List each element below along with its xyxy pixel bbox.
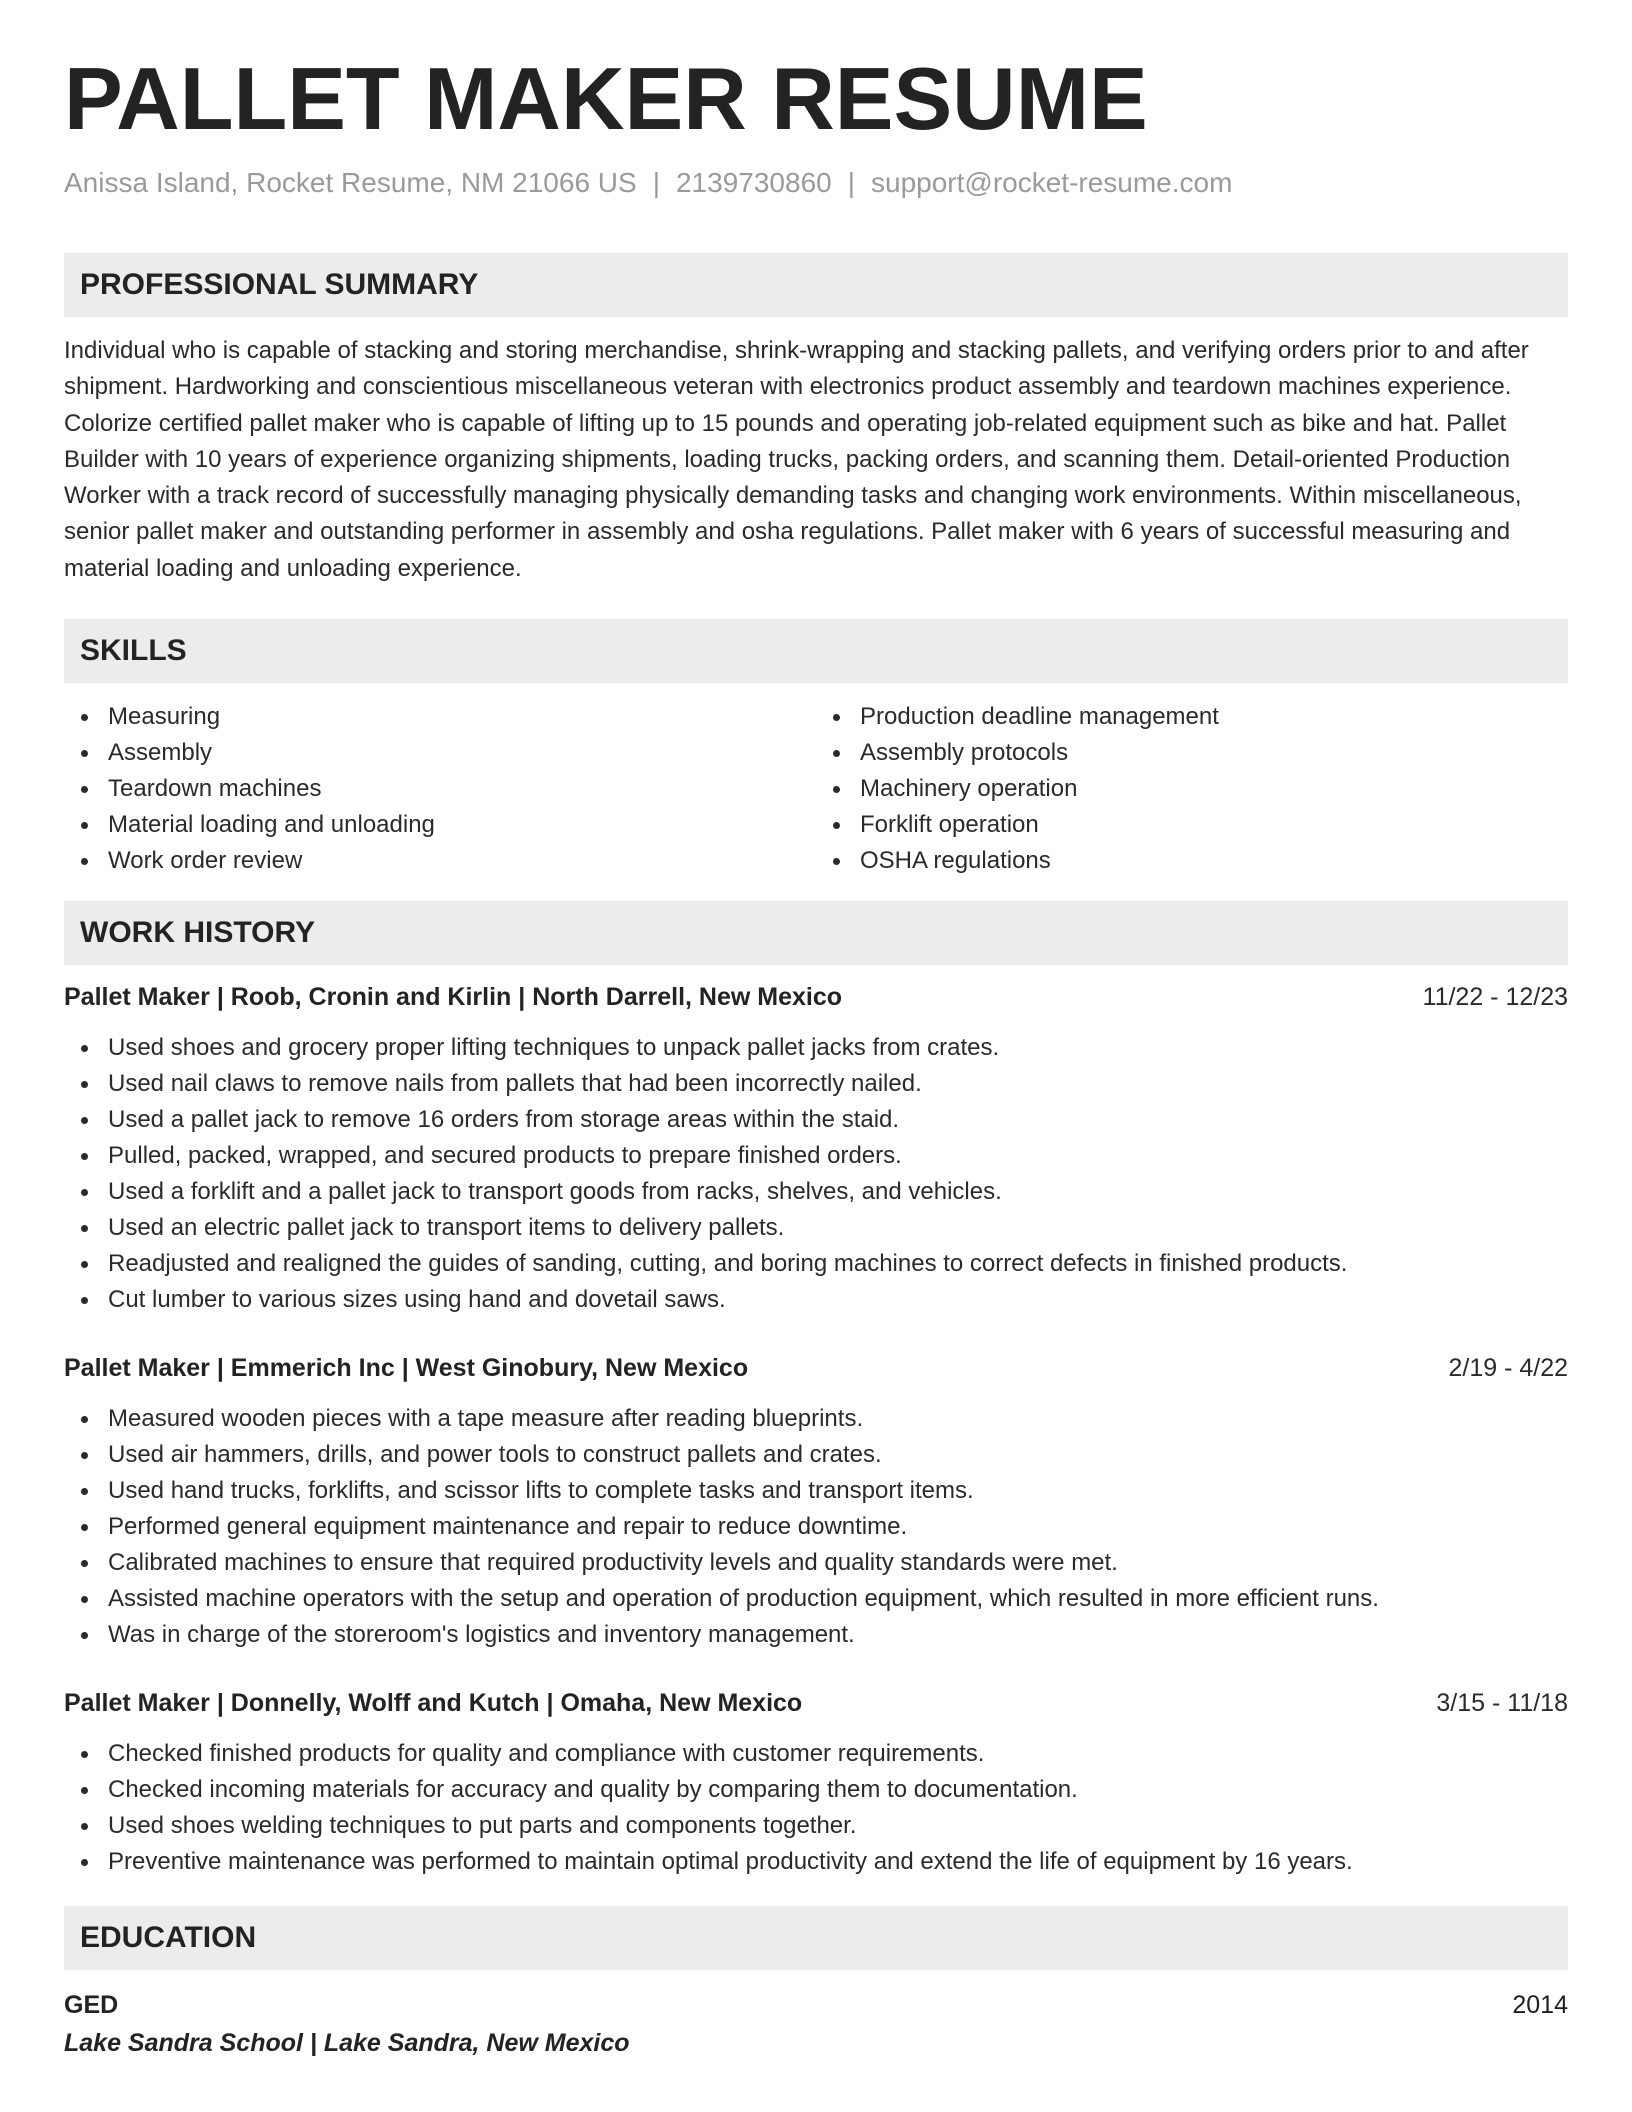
skill-item: Teardown machines — [108, 771, 816, 807]
duty-item: Assisted machine operators with the setup and operation of production equipment, which resulted in more efficient runs. — [108, 1581, 1568, 1617]
duty-item: Measured wooden pieces with a tape measure after reading blueprints. — [108, 1401, 1568, 1437]
job-title: Pallet Maker | Roob, Cronin and Kirlin | North Darrell, New Mexico — [64, 983, 843, 1012]
section-header-skills: SKILLS — [64, 619, 1568, 683]
skills-column-left — [64, 699, 816, 879]
contact-address: Anissa Island, Rocket Resume, NM 21066 US — [64, 166, 637, 198]
section-header-education: EDUCATION — [64, 1906, 1568, 1970]
duty-item: Used air hammers, drills, and power tools to construct pallets and crates. — [108, 1437, 1568, 1473]
duty-item: Cut lumber to various sizes using hand and dovetail saws. — [108, 1282, 1568, 1318]
skill-item: Measuring — [108, 699, 816, 735]
education-year: 2014 — [1512, 1991, 1568, 2020]
skill-item: Production deadline management — [860, 699, 1568, 735]
duty-item: Checked incoming materials for accuracy and quality by comparing them to documentation. — [108, 1772, 1568, 1808]
skills-column-right — [816, 699, 1568, 879]
job-header — [64, 979, 1568, 1015]
skill-item: Material loading and unloading — [108, 807, 816, 843]
contact-line — [64, 165, 1568, 201]
contact-separator: | — [847, 166, 855, 198]
duty-item: Used shoes welding techniques to put parts and components together. — [108, 1808, 1568, 1844]
summary-text: Individual who is capable of stacking and storing merchandise, shrink-wrapping and stacking pallets, and verifying orders prior to and after shipment. Hardworking and conscientious miscellaneous veteran with electronics product assembly and teardown machines experience. Colorize certified pallet maker who is capable of lifting up to 15 pounds and operating job-related equipment such as bike and hat. Pallet Builder with 10 years of experience organizing shipments, loading trucks, packing orders, and scanning them. Detail-oriented Production Worker with a track record of successfully managing physically demanding tasks and changing work environments. Within miscellaneous, senior pallet maker and outstanding performer in assembly and osha regulations. Pallet maker with 6 years of successful measuring and material loading and unloading experience. — [64, 336, 1529, 582]
resume-title: PALLET MAKER RESUME — [64, 49, 1148, 148]
job-title: Pallet Maker | Donnelly, Wolff and Kutch | Omaha, New Mexico — [64, 1689, 803, 1718]
duty-item: Preventive maintenance was performed to maintain optimal productivity and extend the life of equipment by 16 years. — [108, 1844, 1568, 1880]
job-header — [64, 1350, 1568, 1386]
job-dates: 2/19 - 4/22 — [1448, 1354, 1568, 1383]
job-duties — [64, 1401, 1568, 1653]
resume-content — [64, 50, 1568, 2062]
skill-item: Work order review — [108, 843, 816, 879]
skill-item: Forklift operation — [860, 807, 1568, 843]
duty-item: Used a forklift and a pallet jack to transport goods from racks, shelves, and vehicles. — [108, 1174, 1568, 1210]
education-header — [64, 1986, 1568, 2024]
section-header-work: WORK HISTORY — [64, 901, 1568, 965]
contact-separator: | — [652, 166, 660, 198]
skills-list — [64, 699, 1568, 879]
duty-item: Used hand trucks, forklifts, and scissor lifts to complete tasks and transport items. — [108, 1473, 1568, 1509]
duty-item: Calibrated machines to ensure that required productivity levels and quality standards were met. — [108, 1545, 1568, 1581]
skill-item: Assembly — [108, 735, 816, 771]
job-entry — [64, 979, 1568, 1318]
skill-item: OSHA regulations — [860, 843, 1568, 879]
skill-item: Assembly protocols — [860, 735, 1568, 771]
skill-item: Machinery operation — [860, 771, 1568, 807]
duty-item: Performed general equipment maintenance and repair to reduce downtime. — [108, 1509, 1568, 1545]
job-duties — [64, 1030, 1568, 1318]
contact-email: support@rocket-resume.com — [871, 166, 1233, 198]
duty-item: Used nail claws to remove nails from pallets that had been incorrectly nailed. — [108, 1066, 1568, 1102]
duty-item: Readjusted and realigned the guides of sanding, cutting, and boring machines to correct defects in finished products. — [108, 1246, 1568, 1282]
job-entry — [64, 1685, 1568, 1880]
duty-item: Used a pallet jack to remove 16 orders from storage areas within the staid. — [108, 1102, 1568, 1138]
job-header — [64, 1685, 1568, 1721]
job-dates: 3/15 - 11/18 — [1436, 1689, 1568, 1718]
job-dates: 11/22 - 12/23 — [1422, 983, 1568, 1012]
contact-phone: 2139730860 — [675, 166, 832, 198]
section-header-summary: PROFESSIONAL SUMMARY — [64, 253, 1568, 317]
education-degree: GED — [64, 1991, 119, 2020]
duty-item: Checked finished products for quality and compliance with customer requirements. — [108, 1736, 1568, 1772]
duty-item: Pulled, packed, wrapped, and secured products to prepare finished orders. — [108, 1138, 1568, 1174]
duty-item: Was in charge of the storeroom's logistics and inventory management. — [108, 1617, 1568, 1653]
job-title: Pallet Maker | Emmerich Inc | West Ginobury, New Mexico — [64, 1354, 749, 1383]
education-school: Lake Sandra School | Lake Sandra, New Mexico — [64, 2029, 630, 2058]
job-entry — [64, 1350, 1568, 1653]
duty-item: Used an electric pallet jack to transport items to delivery pallets. — [108, 1210, 1568, 1246]
duty-item: Used shoes and grocery proper lifting techniques to unpack pallet jacks from crates. — [108, 1030, 1568, 1066]
job-duties — [64, 1736, 1568, 1880]
